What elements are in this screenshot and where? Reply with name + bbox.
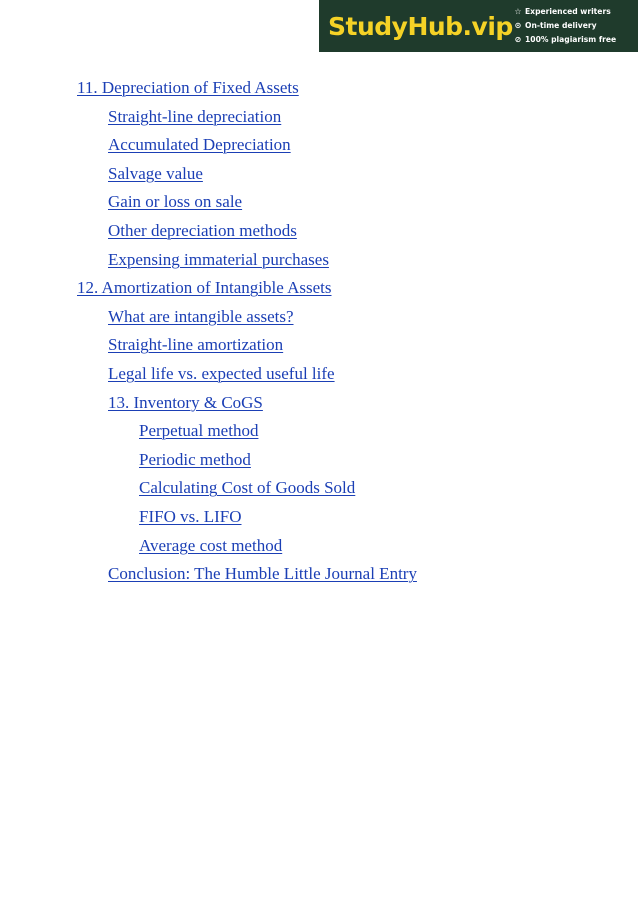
- toc-link-fifo-vs-lifo[interactable]: FIFO vs. LIFO: [139, 506, 242, 526]
- toc-link-calculating-cost-of-goods-sold[interactable]: Calculating Cost of Goods Sold: [139, 478, 356, 498]
- feature-plagiarism-free: [514, 34, 616, 46]
- toc-link-what-are-intangible-assets[interactable]: What are intangible assets?: [108, 306, 294, 326]
- toc-item: [0, 360, 638, 389]
- studyhub-logo[interactable]: StudyHub.vip: [328, 11, 513, 41]
- toc-item: [0, 417, 638, 446]
- toc-item: [0, 131, 638, 160]
- toc-item: [0, 331, 638, 360]
- toc-item: [0, 103, 638, 132]
- toc-item: [0, 474, 638, 503]
- feature-label: On-time delivery: [525, 21, 597, 30]
- toc-link-legal-life-vs-expected-useful-life[interactable]: Legal life vs. expected useful life: [108, 363, 335, 383]
- toc-item: [0, 217, 638, 246]
- feature-label: Experienced writers: [525, 7, 611, 16]
- banner-features: [512, 6, 616, 46]
- toc-link-salvage-value[interactable]: Salvage value: [108, 163, 203, 183]
- toc-item: [0, 303, 638, 332]
- toc-item: [0, 389, 638, 418]
- toc-link-inventory-and-cogs[interactable]: 13. Inventory & CoGS: [108, 392, 263, 412]
- toc-item: [0, 188, 638, 217]
- toc-item: [0, 160, 638, 189]
- toc-link-straight-line-depreciation[interactable]: Straight-line depreciation: [108, 106, 282, 126]
- toc-link-expensing-immaterial-purchases[interactable]: Expensing immaterial purchases: [108, 249, 329, 269]
- toc-link-accumulated-depreciation[interactable]: Accumulated Depreciation: [108, 135, 291, 155]
- feature-experienced-writers: [514, 6, 616, 18]
- toc-link-straight-line-amortization[interactable]: Straight-line amortization: [108, 335, 284, 355]
- feature-label: 100% plagiarism free: [525, 35, 617, 44]
- feature-on-time-delivery: [514, 20, 616, 32]
- toc-item: [0, 532, 638, 561]
- toc-item: [0, 503, 638, 532]
- toc-link-gain-or-loss-on-sale[interactable]: Gain or loss on sale: [108, 192, 243, 212]
- toc-link-other-depreciation-methods[interactable]: Other depreciation methods: [108, 220, 297, 240]
- toc-item: [0, 74, 638, 103]
- table-of-contents: [0, 74, 638, 589]
- star-icon: ☆: [514, 7, 522, 16]
- toc-item: [0, 274, 638, 303]
- check-shield-icon: ⊘: [514, 35, 522, 44]
- toc-link-perpetual-method[interactable]: Perpetual method: [139, 421, 259, 441]
- toc-link-depreciation-of-fixed-assets[interactable]: 11. Depreciation of Fixed Assets: [77, 78, 299, 97]
- toc-item: [0, 560, 638, 589]
- toc-item: [0, 446, 638, 475]
- toc-item: [0, 246, 638, 275]
- toc-link-average-cost-method[interactable]: Average cost method: [139, 535, 283, 555]
- toc-link-periodic-method[interactable]: Periodic method: [139, 449, 251, 469]
- studyhub-ad-banner[interactable]: [319, 0, 638, 52]
- clock-icon: ⊙: [514, 21, 522, 30]
- toc-link-amortization-of-intangible-assets[interactable]: 12. Amortization of Intangible Assets: [77, 278, 332, 298]
- toc-link-conclusion[interactable]: Conclusion: The Humble Little Journal Entry: [108, 564, 417, 584]
